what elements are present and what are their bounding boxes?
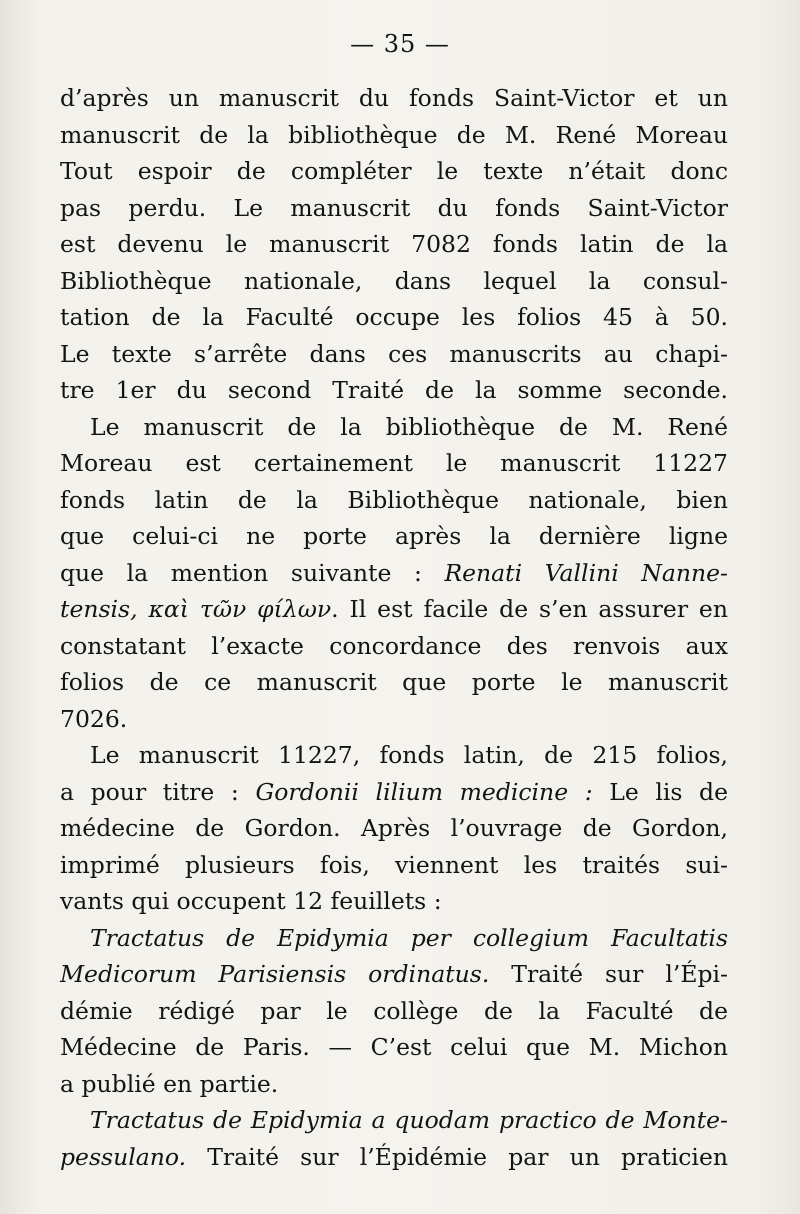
text-span: tation de la Faculté occupe les folios 45 à 50. — [60, 303, 728, 331]
text-span: démie rédigé par le collège de la Faculté de — [60, 996, 728, 1025]
text-span: Traité sur l’Épi- — [489, 960, 728, 988]
text-line — [60, 845, 728, 885]
italic-text: Tractatus de Epidymia per collegium Facultatis — [90, 923, 728, 952]
text-span: est devenu le manuscrit 7082 fonds latin de la — [60, 230, 728, 258]
text-line — [60, 1027, 728, 1067]
text-line — [60, 370, 728, 410]
text-line — [60, 297, 728, 337]
text-span: tre 1er du second Traité de la somme seconde. — [60, 376, 728, 404]
text-span: Tout espoir de compléter le texte n’était donc — [60, 157, 728, 185]
italic-text: καὶ τῶν φίλων — [148, 595, 332, 623]
italic-text: Tractatus de Epidymia a quodam practico de Monte- — [90, 1106, 728, 1134]
text-line — [90, 407, 728, 447]
text-line — [60, 991, 728, 1031]
text-span: que celui-ci ne porte après la dernière ligne — [60, 522, 728, 550]
text-line — [60, 334, 728, 374]
italic-text: Medicorum Parisiensis ordinatus. — [60, 960, 490, 988]
text-span: Médecine de Paris. — C’est celui que M. Michon — [60, 1033, 728, 1061]
text-span: imprimé plusieurs fois, viennent les traités sui- — [60, 850, 728, 879]
text-span: constatant l’exacte concordance des renvois aux — [60, 631, 728, 660]
text-span: que la mention suivante : — [60, 558, 445, 587]
text-span: Le manuscrit de la bibliothèque de M. René — [90, 412, 728, 441]
text-line — [60, 151, 728, 191]
text-line — [60, 772, 728, 812]
italic-text: pessulano. — [60, 1142, 187, 1171]
text-line — [60, 78, 728, 118]
text-span: médecine de Gordon. Après l’ouvrage de Gordon, — [60, 814, 728, 842]
text-line — [60, 808, 728, 848]
text-line — [60, 662, 728, 702]
text-line — [60, 699, 728, 739]
text-line — [90, 918, 728, 958]
text-line — [60, 516, 728, 556]
text-span: d’après un manuscrit du fonds Saint-Victor et un — [60, 84, 728, 112]
text-span: folios de ce manuscrit que porte le manuscrit — [60, 668, 728, 696]
text-line — [60, 261, 728, 301]
text-line — [60, 1137, 728, 1177]
text-line — [60, 224, 728, 264]
text-line — [60, 954, 728, 994]
text-span: Traité sur l’Épidémie par un praticien — [186, 1142, 728, 1171]
text-span: manuscrit de la bibliothèque de M. René Moreau — [60, 120, 728, 149]
text-span — [138, 595, 149, 623]
text-line — [60, 1064, 728, 1104]
text-span: fonds latin de la Bibliothèque nationale, bien — [60, 485, 728, 514]
text-line — [60, 553, 728, 593]
text-line — [60, 626, 728, 666]
text-span: . Il est facile de s’en assurer en — [331, 595, 728, 623]
page-number: — 35 — — [350, 30, 450, 58]
text-span: 7026. — [60, 704, 128, 733]
text-line — [60, 188, 728, 228]
text-span: Moreau est certainement le manuscrit 11227 — [60, 449, 728, 477]
text-span: Le lis de — [592, 777, 728, 806]
text-line — [60, 480, 728, 520]
text-span: a pour titre : — [60, 777, 256, 806]
text-line — [60, 881, 728, 921]
italic-text: Gordonii lilium medicine : — [255, 777, 593, 806]
text-span: pas perdu. Le manuscrit du fonds Saint-Victor — [60, 193, 728, 222]
italic-text: Renati Vallini Nanne- — [444, 558, 728, 587]
text-span: Le manuscrit 11227, fonds latin, de 215 folios, — [90, 741, 728, 769]
text-span: vants qui occupent 12 feuillets : — [60, 887, 442, 915]
text-line — [60, 115, 728, 155]
text-span: a publié en partie. — [60, 1069, 279, 1098]
italic-text: tensis, — [60, 595, 138, 623]
text-line — [90, 1100, 728, 1140]
text-line — [60, 443, 728, 483]
text-line — [60, 589, 728, 629]
text-span: Bibliothèque nationale, dans lequel la consul- — [60, 266, 728, 295]
text-span: Le texte s’arrête dans ces manuscrits au chapi- — [60, 339, 728, 368]
text-line — [90, 735, 728, 775]
